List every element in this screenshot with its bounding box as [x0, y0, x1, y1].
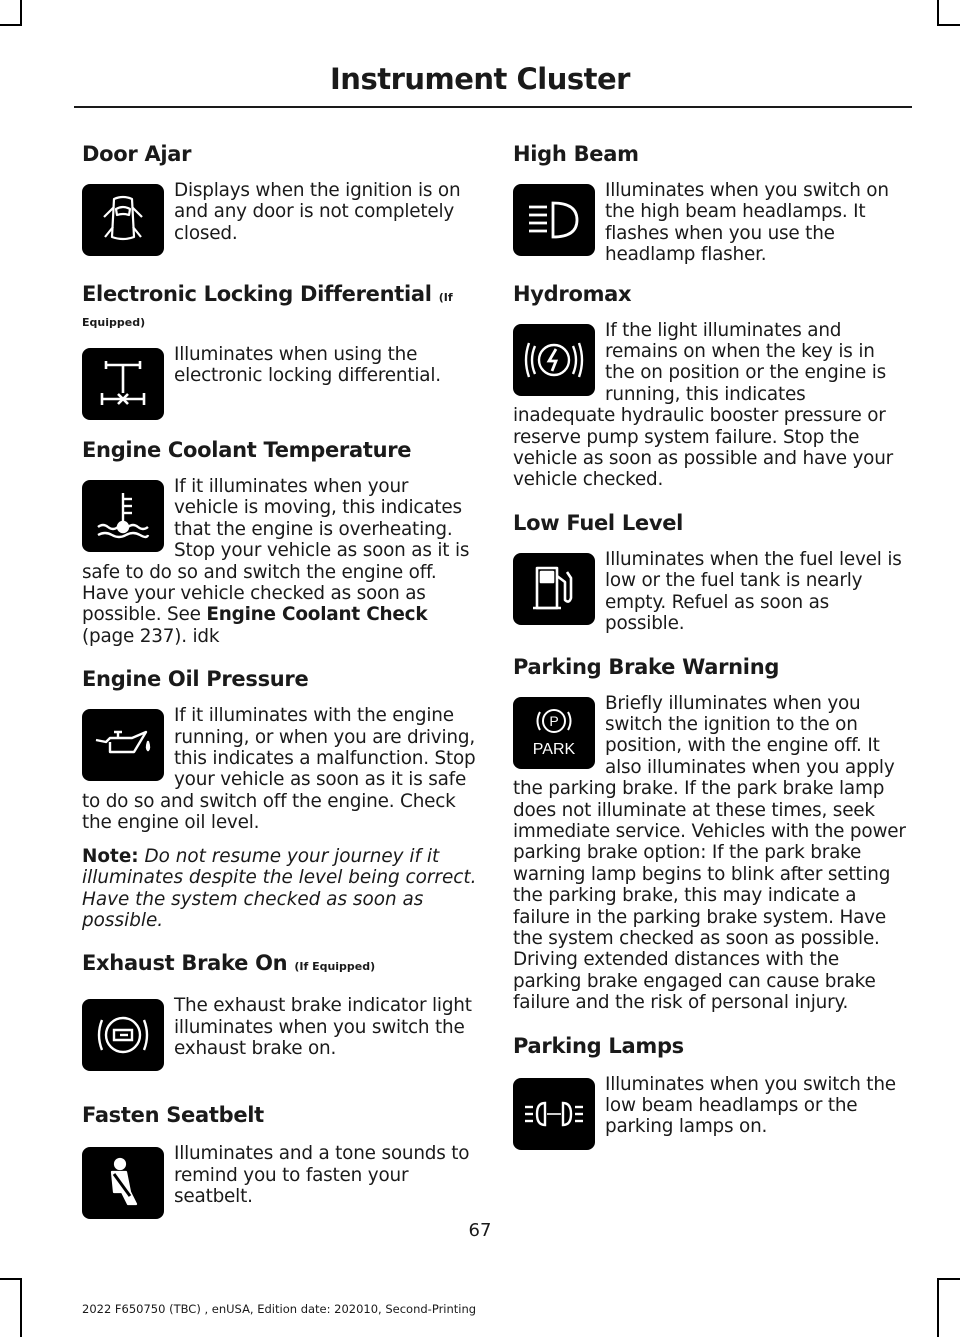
section-title: Engine Oil Pressure: [82, 667, 309, 692]
note-label: Note:: [82, 845, 139, 867]
section-text: Briefly illuminates when you switch the ignition to the on position, with the engine off. It also illuminates when you apply the parking brake. If the park brake lamp does not illuminate at these times, seek immediate service. Vehicles with the power parking brake option: If the park brake warning lamp begins to blink after setting the parking brake, this may indicate a failure in the parking brake system. Have the system checked as soon as possible. Driving extended distances with the parking brake engaged can cause brake failure and the risk of personal injury.: [513, 692, 906, 1014]
footer-edition: 2022 F650750 (TBC) , enUSA, Edition date: 202010, Second-Printing: [82, 1302, 477, 1316]
crop-mark: [20, 0, 22, 26]
cross-reference-link[interactable]: Engine Coolant Check: [206, 604, 428, 626]
parking-brake-icon: [513, 697, 595, 769]
section-title: Hydromax: [513, 281, 632, 306]
section-fasten-seatbelt: [82, 1101, 477, 1225]
seatbelt-icon: [82, 1147, 164, 1219]
crop-mark: [20, 1278, 22, 1337]
section-text: If it illuminates when your vehicle is moving, this indicates that the engine is overheating. Stop your vehicle as soon as it is safe to do so and switch the engine off. Have your vehicle checked as soon as possible. See Engine Coolant Check (page 237). idk: [82, 476, 470, 647]
section-subtitle: Equipped): [82, 316, 146, 329]
section-title: Fasten Seatbelt: [82, 1103, 264, 1128]
section-exhaust-brake-on: [82, 949, 477, 1077]
section-text: If the light illuminates and remains on when the key is in the on position or the engine is running, this indicates inadequate hydraulic booster pressure or reserve pump system failure. Stop the vehicle as soon as possible and have your vehicle checked.: [513, 319, 894, 491]
section-text: Illuminates when you switch the low beam headlamps or the parking lamps on.: [605, 1073, 896, 1138]
crop-mark: [0, 24, 22, 26]
page-title: Instrument Cluster: [330, 62, 630, 96]
section-door-ajar: [82, 140, 477, 262]
section-parking-lamps: [513, 1032, 908, 1156]
right-column: [513, 140, 908, 1156]
section-title: Exhaust Brake On (If Equipped): [82, 951, 376, 976]
crop-mark: [0, 1278, 22, 1280]
section-text: The exhaust brake indicator light illuminates when you switch the exhaust brake on.: [174, 995, 472, 1060]
page-number: 67: [468, 1220, 492, 1241]
section-title: Door Ajar: [82, 142, 192, 166]
section-engine-oil-pressure: [82, 665, 477, 931]
locking-differential-icon: [82, 348, 164, 420]
park-label: PARK: [532, 740, 576, 758]
section-text: Illuminates and a tone sounds to remind you to fasten your seatbelt.: [174, 1143, 470, 1208]
section-engine-coolant-temperature: [82, 436, 477, 647]
header-divider: [74, 106, 912, 108]
section-text: Displays when the ignition is on and any door is not completely closed.: [174, 180, 461, 244]
note: [82, 846, 477, 932]
crop-mark: [937, 1278, 939, 1337]
section-title: Electronic Locking Differential (If: [82, 282, 453, 306]
fuel-pump-icon: [513, 553, 595, 625]
svg-text:P: P: [549, 712, 559, 729]
section-text: Illuminates when you switch on the high beam headlamps. It flashes when you use the headlamp flasher.: [605, 180, 889, 266]
section-high-beam: [513, 140, 908, 266]
high-beam-icon: [513, 184, 595, 256]
section-title: Engine Coolant Temperature: [82, 438, 412, 462]
section-title: Parking Brake Warning: [513, 654, 780, 679]
section-hydromax: [513, 280, 908, 491]
coolant-temperature-icon: [82, 480, 164, 552]
oil-can-icon: [82, 709, 164, 781]
section-title: Parking Lamps: [513, 1033, 684, 1058]
door-ajar-icon: [82, 184, 164, 256]
hydromax-brake-icon: [513, 324, 595, 396]
section-text: If it illuminates with the engine running, or when you are driving, this indicates a malfunction. Stop your vehicle as soon as it is safe to do so and switch off the engine. Check the engine oil level.: [82, 705, 476, 834]
crop-mark: [937, 0, 939, 26]
section-title: High Beam: [513, 142, 639, 166]
crop-mark: [937, 24, 960, 26]
section-text: Illuminates when using the electronic locking differential.: [174, 344, 441, 387]
note-text: Do not resume your journey if it illuminates despite the level being correct. Have the system checked as soon as possible.: [82, 845, 477, 931]
crop-mark: [937, 1278, 960, 1280]
section-text: Illuminates when the fuel level is low or the fuel tank is nearly empty. Refuel as soon as possible.: [605, 548, 902, 635]
section-title: Low Fuel Level: [513, 510, 684, 535]
left-column: [82, 140, 477, 1225]
section-low-fuel-level: [513, 509, 908, 635]
exhaust-brake-icon: [82, 999, 164, 1071]
section-electronic-locking-differential: [82, 280, 477, 426]
section-parking-brake-warning: [513, 653, 908, 1014]
parking-lamps-icon: [513, 1078, 595, 1150]
